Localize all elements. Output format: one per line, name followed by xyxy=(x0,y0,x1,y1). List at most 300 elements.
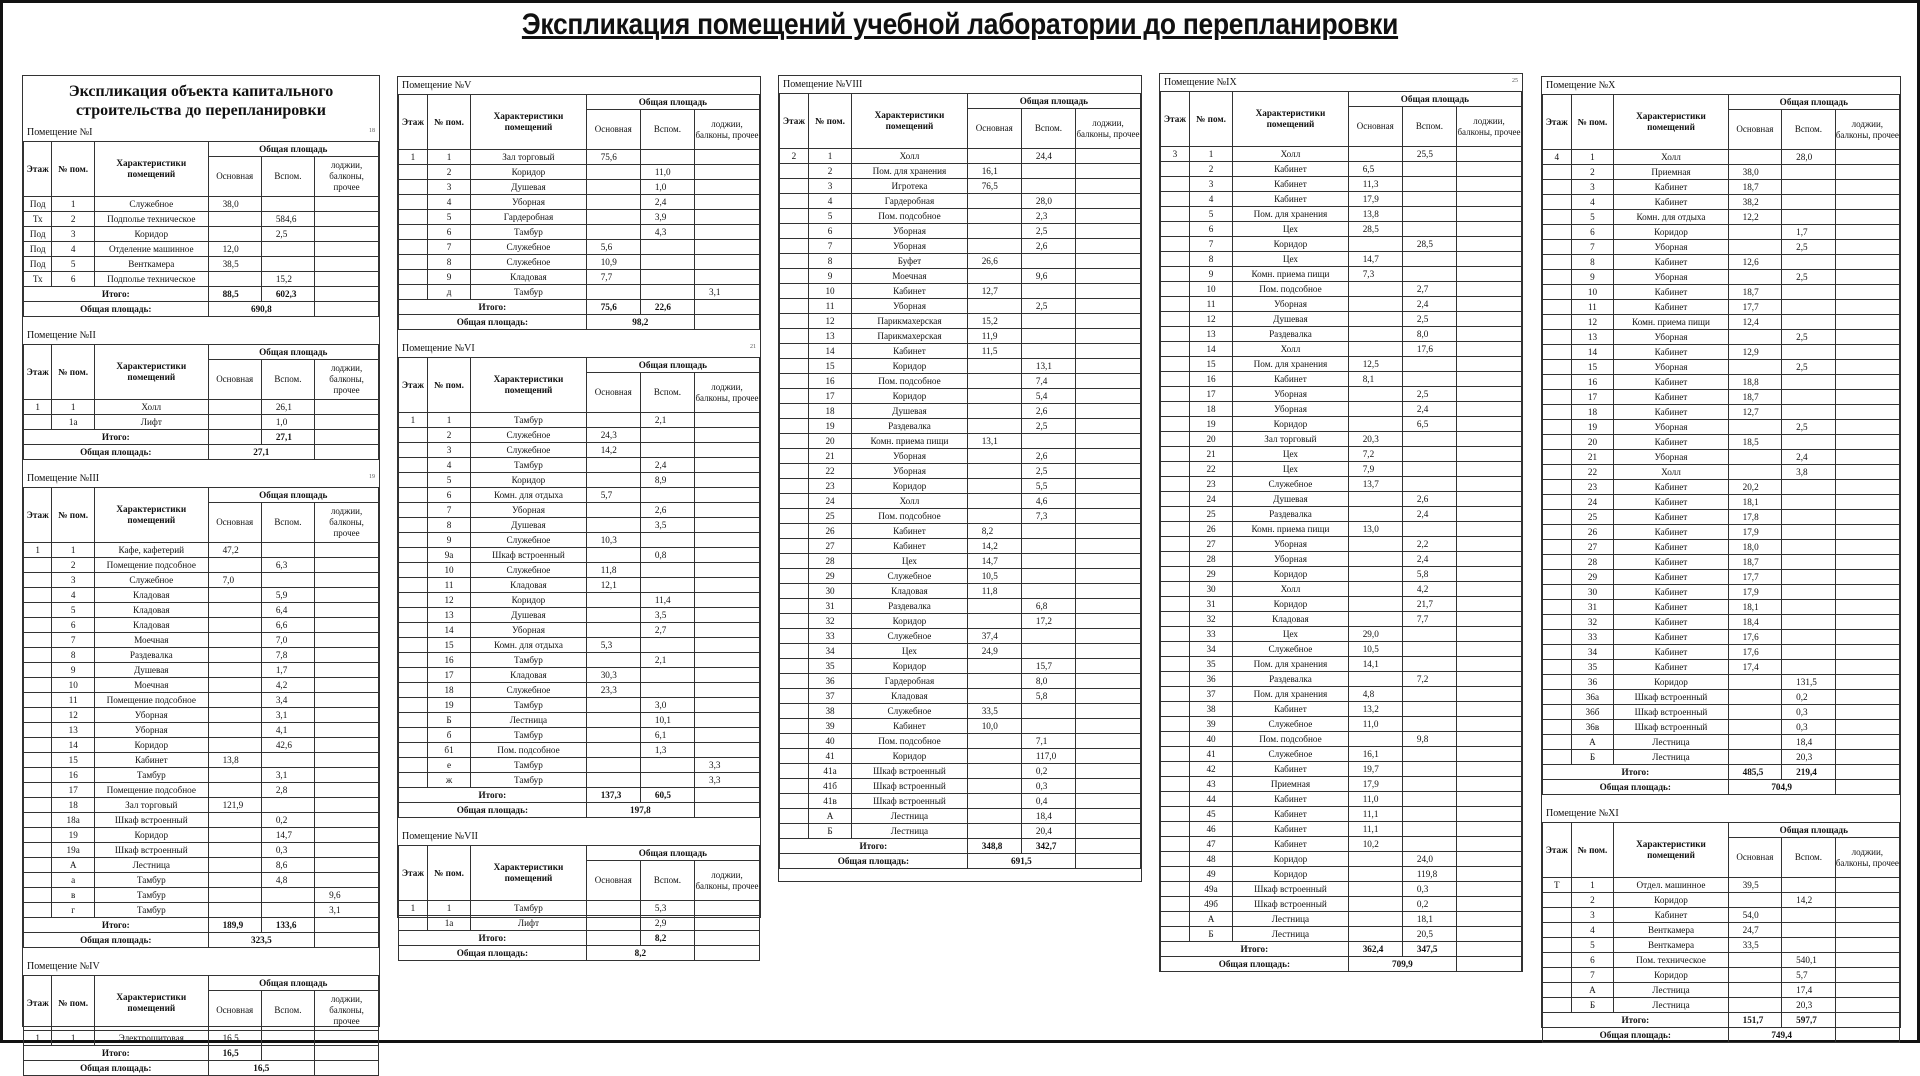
cell-floor: 1 xyxy=(24,543,52,558)
cell-other-area xyxy=(1075,779,1140,794)
section-label xyxy=(23,958,379,975)
cell-room-number: 10 xyxy=(52,678,95,693)
cell-other-area xyxy=(1835,690,1899,705)
cell-main-area xyxy=(208,415,261,430)
table-row xyxy=(780,794,1141,809)
header-floor: Этаж xyxy=(399,95,428,150)
cell-room-number: 7 xyxy=(1571,240,1614,255)
cell-description: Коридор xyxy=(1614,675,1728,690)
header-floor: Этаж xyxy=(1543,823,1572,878)
cell-description: Буфет xyxy=(852,254,968,269)
cell-aux-area xyxy=(640,563,694,578)
cell-other-area xyxy=(1835,360,1899,375)
table-row xyxy=(1543,510,1900,525)
cell-floor xyxy=(1161,342,1190,357)
cell-aux-area: 2,1 xyxy=(640,413,694,428)
cell-other-area xyxy=(1075,629,1140,644)
table-row xyxy=(780,314,1141,329)
cell-other-area xyxy=(315,753,379,768)
cell-description: Коридор xyxy=(1614,225,1728,240)
cell-description: Тамбур xyxy=(94,768,208,783)
cell-floor xyxy=(780,434,809,449)
cell-room-number: 41б xyxy=(808,779,851,794)
cell-room-number: 36б xyxy=(1571,705,1614,720)
table-row xyxy=(1161,552,1522,567)
header-floor: Этаж xyxy=(399,358,428,413)
cell-description: Шкаф встроенный xyxy=(852,779,968,794)
cell-description: Кабинет xyxy=(1233,702,1349,717)
cell-floor xyxy=(780,209,809,224)
cell-other-area xyxy=(1075,659,1140,674)
room-section-5 xyxy=(398,77,760,330)
cell-other-area xyxy=(1835,330,1899,345)
header-description: Характеристики помещений xyxy=(1614,95,1728,150)
cell-aux-area: 3,5 xyxy=(640,608,694,623)
table-row xyxy=(780,779,1141,794)
header-description: Характеристики помещений xyxy=(94,345,208,400)
table-row xyxy=(780,149,1141,164)
cell-other-area xyxy=(1835,615,1899,630)
header-other: лоджии, балконы, прочее xyxy=(315,991,379,1031)
cell-aux-area xyxy=(1402,792,1456,807)
table-row xyxy=(1161,447,1522,462)
table-row xyxy=(780,269,1141,284)
cell-description: Тамбур xyxy=(471,728,587,743)
table-row xyxy=(24,738,379,753)
cell-floor xyxy=(1161,522,1190,537)
cell-description: Холл xyxy=(1233,582,1349,597)
cell-floor xyxy=(1161,762,1190,777)
cell-floor xyxy=(399,428,428,443)
cell-other-area xyxy=(1075,794,1140,809)
cell-description: Кладовая xyxy=(852,689,968,704)
cell-room-number: 11 xyxy=(1189,297,1232,312)
room-table xyxy=(23,344,379,460)
total-area-other xyxy=(694,315,759,330)
cell-floor xyxy=(24,723,52,738)
cell-main-area xyxy=(967,419,1021,434)
cell-description: Кабинет xyxy=(852,344,968,359)
cell-floor xyxy=(1161,372,1190,387)
header-description: Характеристики помещений xyxy=(94,488,208,543)
cell-floor xyxy=(780,719,809,734)
cell-aux-area: 1,0 xyxy=(640,180,694,195)
table-row xyxy=(1161,627,1522,642)
cell-floor xyxy=(1543,345,1572,360)
cell-aux-area: 1,3 xyxy=(640,743,694,758)
section-title: Помещение №II xyxy=(27,330,96,341)
total-area-label: Общая площадь: xyxy=(1543,780,1729,795)
cell-aux-area xyxy=(1021,164,1075,179)
cell-aux-area: 25,5 xyxy=(1402,147,1456,162)
cell-floor xyxy=(1543,195,1572,210)
table-row xyxy=(24,242,379,257)
total-area-value: 16,5 xyxy=(208,1061,315,1076)
cell-floor xyxy=(24,588,52,603)
cell-description: Раздевалка xyxy=(1233,327,1349,342)
cell-description: Коридор xyxy=(471,593,587,608)
cell-description: Кабинет xyxy=(1233,837,1349,852)
header-main: Основная xyxy=(208,991,261,1031)
cell-floor xyxy=(1543,300,1572,315)
header-aux: Вспом. xyxy=(261,503,314,543)
table-row xyxy=(1161,462,1522,477)
cell-other-area xyxy=(1456,222,1521,237)
cell-floor xyxy=(1543,570,1572,585)
cell-description: Кабинет xyxy=(1614,570,1728,585)
table-row xyxy=(399,713,760,728)
cell-room-number: 10 xyxy=(427,563,470,578)
cell-other-area xyxy=(315,738,379,753)
cell-other-area xyxy=(694,668,759,683)
cell-description: Кабинет xyxy=(1614,300,1728,315)
cell-aux-area: 4,3 xyxy=(640,225,694,240)
cell-room-number: 14 xyxy=(52,738,95,753)
cell-aux-area: 0,3 xyxy=(1021,779,1075,794)
cell-room-number: 40 xyxy=(808,734,851,749)
cell-room-number: 6 xyxy=(808,224,851,239)
table-row xyxy=(1543,240,1900,255)
cell-room-number: 6 xyxy=(52,272,95,287)
cell-description: Шкаф встроенный xyxy=(94,813,208,828)
cell-other-area xyxy=(1835,420,1899,435)
cell-main-area xyxy=(967,224,1021,239)
cell-description: Коридор xyxy=(1233,417,1349,432)
cell-floor xyxy=(780,764,809,779)
cell-main-area: 33,5 xyxy=(1728,938,1782,953)
cell-other-area xyxy=(1075,674,1140,689)
total-area-value: 8,2 xyxy=(586,946,694,961)
table-row xyxy=(24,693,379,708)
cell-other-area xyxy=(1835,750,1899,765)
cell-floor xyxy=(399,728,428,743)
cell-floor xyxy=(24,903,52,918)
cell-room-number: 35 xyxy=(1189,657,1232,672)
cell-floor xyxy=(780,734,809,749)
total-area-value: 709,9 xyxy=(1348,957,1456,972)
room-table xyxy=(398,845,760,961)
cell-description: Кабинет xyxy=(1614,525,1728,540)
cell-aux-area xyxy=(1021,344,1075,359)
cell-floor xyxy=(1161,162,1190,177)
cell-aux-area xyxy=(1782,540,1836,555)
cell-aux-area xyxy=(261,242,314,257)
cell-aux-area xyxy=(1402,687,1456,702)
table-row xyxy=(1161,732,1522,747)
cell-main-area xyxy=(1348,867,1402,882)
cell-description: Душевая xyxy=(471,518,587,533)
cell-description: Тамбур xyxy=(471,458,587,473)
cell-room-number: 21 xyxy=(1571,450,1614,465)
cell-description: Пом. подсобное xyxy=(852,734,968,749)
cell-other-area xyxy=(1075,479,1140,494)
cell-description: Кладовая xyxy=(852,584,968,599)
cell-other-area xyxy=(1456,267,1521,282)
cell-floor xyxy=(1161,432,1190,447)
cell-main-area xyxy=(208,903,261,918)
cell-other-area xyxy=(315,212,379,227)
cell-description: Лестница xyxy=(1614,983,1728,998)
cell-floor xyxy=(1161,552,1190,567)
cell-floor xyxy=(1161,927,1190,942)
table-row xyxy=(1161,237,1522,252)
header-total-area: Общая площадь xyxy=(586,358,759,373)
cell-floor xyxy=(399,668,428,683)
cell-main-area xyxy=(1728,450,1782,465)
cell-room-number: 16 xyxy=(427,653,470,668)
subtotal-aux: 22,6 xyxy=(640,300,694,315)
cell-aux-area: 0,4 xyxy=(1021,794,1075,809)
cell-floor xyxy=(1161,777,1190,792)
cell-description: Уборная xyxy=(852,449,968,464)
cell-other-area xyxy=(1456,822,1521,837)
cell-other-area xyxy=(1835,660,1899,675)
cell-other-area xyxy=(1075,449,1140,464)
cell-room-number: Б xyxy=(427,713,470,728)
cell-description: Лифт xyxy=(94,415,208,430)
cell-main-area xyxy=(586,608,640,623)
cell-main-area xyxy=(967,794,1021,809)
cell-room-number: е xyxy=(427,758,470,773)
cell-room-number: 5 xyxy=(427,210,470,225)
header-aux: Вспом. xyxy=(1402,107,1456,147)
table-row xyxy=(399,518,760,533)
cell-room-number: 35 xyxy=(808,659,851,674)
cell-aux-area: 4,1 xyxy=(261,723,314,738)
cell-other-area xyxy=(1835,893,1899,908)
header-total-area: Общая площадь xyxy=(1348,92,1521,107)
table-row xyxy=(399,225,760,240)
room-table xyxy=(1160,91,1522,972)
cell-room-number: 10 xyxy=(1189,282,1232,297)
header-main: Основная xyxy=(586,110,640,150)
cell-floor: 4 xyxy=(1543,150,1572,165)
table-row xyxy=(1543,675,1900,690)
cell-main-area: 12,0 xyxy=(208,242,261,257)
cell-aux-area: 26,1 xyxy=(261,400,314,415)
cell-description: Кабинет xyxy=(1614,480,1728,495)
cell-aux-area: 2,8 xyxy=(261,783,314,798)
cell-main-area: 10,3 xyxy=(586,533,640,548)
cell-description: Служебное xyxy=(1233,642,1349,657)
total-area-other xyxy=(315,445,379,460)
total-area-row xyxy=(24,1061,379,1076)
cell-room-number: 8 xyxy=(1571,255,1614,270)
cell-other-area xyxy=(1075,704,1140,719)
cell-floor xyxy=(1543,585,1572,600)
table-row xyxy=(1543,690,1900,705)
cell-floor xyxy=(24,738,52,753)
cell-floor xyxy=(1543,210,1572,225)
table-row xyxy=(24,723,379,738)
cell-aux-area: 0,2 xyxy=(1021,764,1075,779)
cell-main-area: 33,5 xyxy=(967,704,1021,719)
cell-aux-area xyxy=(640,443,694,458)
cell-aux-area xyxy=(640,150,694,165)
cell-floor xyxy=(1543,180,1572,195)
cell-main-area xyxy=(967,194,1021,209)
cell-description: Цех xyxy=(1233,627,1349,642)
header-room-number: № пом. xyxy=(52,488,95,543)
cell-main-area: 5,6 xyxy=(586,240,640,255)
cell-main-area: 12,1 xyxy=(586,578,640,593)
cell-other-area xyxy=(1075,599,1140,614)
cell-description: Кабинет xyxy=(1614,600,1728,615)
cell-room-number: 1 xyxy=(52,400,95,415)
room-section-10 xyxy=(1542,77,1900,795)
cell-main-area xyxy=(1348,552,1402,567)
cell-floor xyxy=(780,659,809,674)
cell-main-area: 12,6 xyxy=(1728,255,1782,270)
table-row xyxy=(1543,465,1900,480)
cell-room-number: 30 xyxy=(1189,582,1232,597)
cell-aux-area: 2,6 xyxy=(1021,404,1075,419)
cell-floor xyxy=(1161,222,1190,237)
cell-description: Коридор xyxy=(471,473,587,488)
cell-room-number: 11 xyxy=(808,299,851,314)
total-area-label: Общая площадь: xyxy=(399,803,587,818)
cell-main-area xyxy=(1348,852,1402,867)
table-row xyxy=(1543,938,1900,953)
cell-main-area xyxy=(208,212,261,227)
cell-room-number: 14 xyxy=(1189,342,1232,357)
cell-room-number: 5 xyxy=(1571,210,1614,225)
cell-description: Шкаф встроенный xyxy=(1614,720,1728,735)
cell-floor xyxy=(24,813,52,828)
cell-floor xyxy=(1161,297,1190,312)
cell-aux-area xyxy=(1782,165,1836,180)
cell-aux-area: 11,4 xyxy=(640,593,694,608)
total-area-label: Общая площадь: xyxy=(1161,957,1349,972)
page-number: 19 xyxy=(369,474,375,480)
table-row xyxy=(399,150,760,165)
cell-main-area: 54,0 xyxy=(1728,908,1782,923)
cell-room-number: 49 xyxy=(1189,867,1232,882)
sheet-column-5 xyxy=(1541,76,1901,1040)
header-total-area: Общая площадь xyxy=(208,488,378,503)
cell-other-area xyxy=(1075,404,1140,419)
cell-room-number: 33 xyxy=(1189,627,1232,642)
cell-room-number: 2 xyxy=(52,558,95,573)
cell-description: Цех xyxy=(1233,252,1349,267)
table-row xyxy=(1543,953,1900,968)
cell-other-area: 3,3 xyxy=(694,773,759,788)
table-row xyxy=(399,593,760,608)
header-total-area: Общая площадь xyxy=(586,95,759,110)
cell-room-number: Б xyxy=(1571,998,1614,1013)
cell-room-number: 1 xyxy=(52,1031,95,1046)
cell-main-area: 23,3 xyxy=(586,683,640,698)
cell-other-area xyxy=(1456,387,1521,402)
cell-main-area xyxy=(208,633,261,648)
cell-floor xyxy=(780,299,809,314)
section-label xyxy=(1160,74,1522,91)
cell-aux-area xyxy=(1782,315,1836,330)
subtotal-main: 88,5 xyxy=(208,287,261,302)
section-gap xyxy=(23,317,379,327)
cell-description: Игротека xyxy=(852,179,968,194)
cell-room-number: 1 xyxy=(52,197,95,212)
header-description: Характеристики помещений xyxy=(94,142,208,197)
cell-other-area xyxy=(1456,657,1521,672)
table-row xyxy=(24,753,379,768)
cell-floor xyxy=(24,888,52,903)
section-label xyxy=(1542,805,1900,822)
cell-main-area xyxy=(967,749,1021,764)
cell-room-number: 30 xyxy=(808,584,851,599)
room-table xyxy=(398,94,760,330)
table-row xyxy=(399,578,760,593)
cell-floor xyxy=(1543,908,1572,923)
cell-room-number: 7 xyxy=(1571,968,1614,983)
header-room-number: № пом. xyxy=(52,142,95,197)
cell-floor xyxy=(1161,807,1190,822)
cell-description: Коридор xyxy=(852,659,968,674)
cell-description: Коридор xyxy=(94,828,208,843)
cell-aux-area: 14,7 xyxy=(261,828,314,843)
cell-main-area xyxy=(967,494,1021,509)
cell-room-number: 22 xyxy=(808,464,851,479)
cell-floor xyxy=(1543,270,1572,285)
cell-main-area xyxy=(586,916,640,931)
header-description: Характеристики помещений xyxy=(471,358,587,413)
cell-aux-area xyxy=(640,270,694,285)
cell-aux-area: 0,2 xyxy=(1782,690,1836,705)
cell-floor xyxy=(24,828,52,843)
cell-other-area xyxy=(694,683,759,698)
cell-aux-area: 1,0 xyxy=(261,415,314,430)
subtotal-main: 189,9 xyxy=(208,918,261,933)
cell-room-number: 33 xyxy=(1571,630,1614,645)
subtotal-aux: 27,1 xyxy=(261,430,314,445)
cell-aux-area: 2,1 xyxy=(640,653,694,668)
cell-aux-area xyxy=(1402,717,1456,732)
cell-aux-area xyxy=(640,255,694,270)
cell-other-area: 3,1 xyxy=(315,903,379,918)
room-section-7 xyxy=(398,828,760,961)
cell-main-area xyxy=(1348,387,1402,402)
cell-floor xyxy=(399,578,428,593)
cell-main-area xyxy=(1728,225,1782,240)
cell-main-area: 7,0 xyxy=(208,573,261,588)
cell-main-area xyxy=(967,389,1021,404)
cell-room-number: 41в xyxy=(808,794,851,809)
cell-other-area xyxy=(694,713,759,728)
table-row xyxy=(1543,165,1900,180)
cell-main-area xyxy=(586,518,640,533)
cell-description: Комн. для отдыха xyxy=(471,488,587,503)
cell-other-area xyxy=(1075,764,1140,779)
table-row xyxy=(1161,327,1522,342)
cell-main-area xyxy=(967,614,1021,629)
cell-main-area xyxy=(586,210,640,225)
cell-description: Приемная xyxy=(1614,165,1728,180)
cell-other-area xyxy=(1835,195,1899,210)
cell-floor xyxy=(1543,405,1572,420)
table-row xyxy=(1161,267,1522,282)
cell-room-number: 2 xyxy=(1571,165,1614,180)
cell-other-area xyxy=(315,798,379,813)
cell-room-number: 18 xyxy=(1189,402,1232,417)
header-aux: Вспом. xyxy=(1021,109,1075,149)
cell-floor: Под xyxy=(24,227,52,242)
cell-aux-area xyxy=(1402,432,1456,447)
table-row xyxy=(1543,585,1900,600)
cell-description: Отдел. машинное xyxy=(1614,878,1728,893)
cell-room-number: 3 xyxy=(1571,180,1614,195)
cell-aux-area: 6,4 xyxy=(261,603,314,618)
section-title: Помещение №I xyxy=(27,127,93,138)
